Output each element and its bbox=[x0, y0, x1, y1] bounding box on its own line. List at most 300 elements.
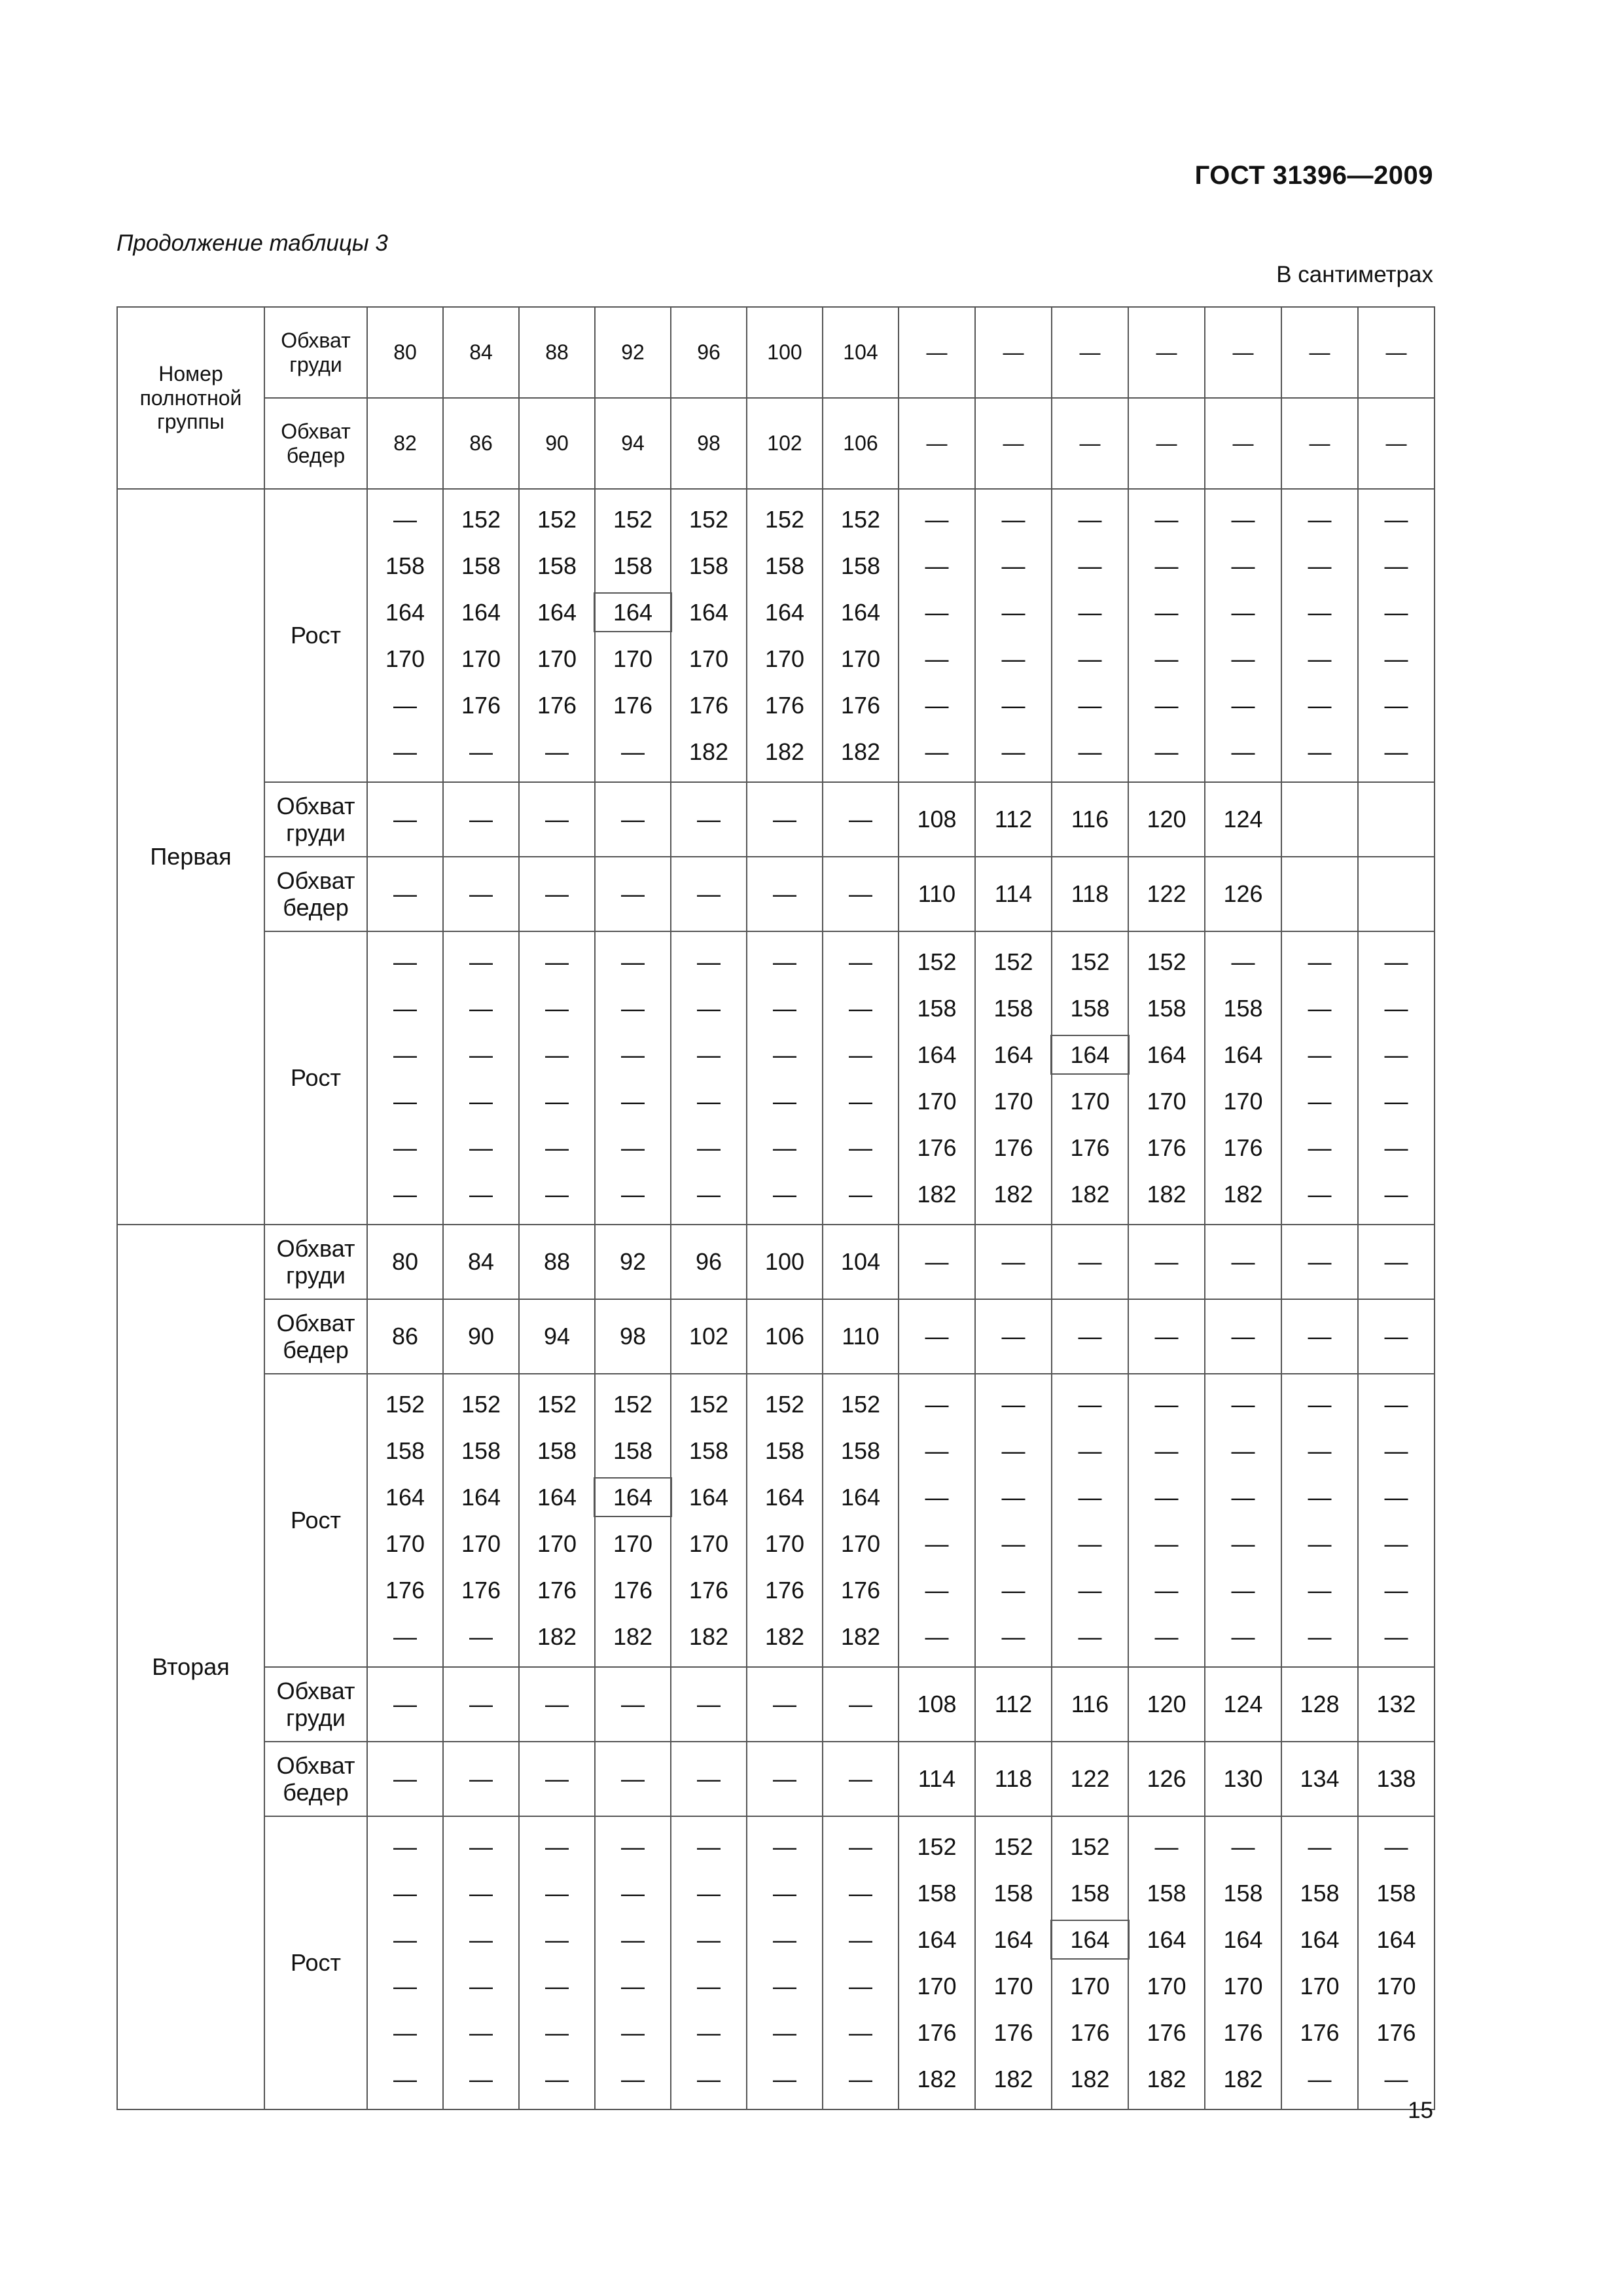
growth-line bbox=[368, 636, 442, 682]
growth-value: 170 bbox=[537, 645, 577, 672]
growth-line bbox=[671, 682, 746, 728]
base-size-value: 164 bbox=[594, 1477, 672, 1517]
growth-value: — bbox=[1154, 552, 1179, 579]
growth-value: — bbox=[925, 1530, 949, 1557]
growth-line bbox=[1359, 1613, 1434, 1660]
growth-value: 164 bbox=[1147, 1041, 1186, 1068]
growth-values bbox=[1129, 932, 1204, 1224]
growth-value: — bbox=[393, 1833, 417, 1860]
growth-value: — bbox=[1231, 1576, 1255, 1604]
growth-value: — bbox=[697, 2065, 721, 2092]
growth-line bbox=[1052, 1963, 1128, 2009]
table-cell: 128 bbox=[1281, 1667, 1358, 1742]
table-cell: — bbox=[975, 1299, 1052, 1374]
growth-cell bbox=[1205, 1816, 1281, 2109]
growth-value: 182 bbox=[764, 738, 805, 765]
growth-line bbox=[823, 1916, 898, 1963]
growth-value: 152 bbox=[461, 1390, 501, 1418]
table-cell: 100 bbox=[747, 1225, 823, 1299]
growth-line bbox=[823, 589, 898, 636]
growth-value: — bbox=[1384, 1134, 1408, 1161]
growth-line bbox=[1205, 1823, 1281, 1870]
group-name: Вторая bbox=[117, 1225, 264, 2109]
growth-value: — bbox=[773, 1134, 796, 1161]
table-cell: — bbox=[443, 857, 519, 931]
growth-line bbox=[1205, 1567, 1281, 1613]
growth-line bbox=[1359, 1427, 1434, 1474]
growth-line bbox=[976, 496, 1051, 543]
growth-value: — bbox=[1231, 598, 1255, 626]
table-cell: 138 bbox=[1358, 1742, 1435, 1816]
growth-value: 170 bbox=[1376, 1972, 1416, 2000]
growth-value: 158 bbox=[917, 1879, 957, 1907]
growth-value: 164 bbox=[993, 1926, 1033, 1953]
table-cell: — bbox=[367, 1742, 443, 1816]
growth-value: — bbox=[1384, 645, 1408, 672]
growth-value: — bbox=[1078, 738, 1102, 765]
growth-line bbox=[596, 1427, 670, 1474]
growth-line bbox=[747, 939, 822, 985]
table-cell: — bbox=[1358, 398, 1435, 489]
growth-cell bbox=[1281, 1374, 1358, 1667]
growth-value: — bbox=[469, 1134, 493, 1161]
growth-value: — bbox=[393, 1623, 417, 1650]
growth-line bbox=[823, 1031, 898, 1078]
growth-value: 164 bbox=[688, 598, 729, 626]
growth-line bbox=[1359, 496, 1434, 543]
growth-value: 176 bbox=[764, 1576, 805, 1604]
growth-line bbox=[747, 2009, 822, 2056]
table-cell: 130 bbox=[1205, 1742, 1281, 1816]
chest-girth-label: Обхват груди bbox=[264, 307, 367, 398]
chest-girth-label: Обхват груди bbox=[264, 1225, 367, 1299]
table-cell: 102 bbox=[747, 398, 823, 489]
growth-line bbox=[1282, 636, 1357, 682]
growth-line bbox=[368, 1124, 442, 1171]
growth-value: — bbox=[1154, 1576, 1179, 1604]
growth-value: 176 bbox=[840, 1576, 881, 1604]
growth-value: — bbox=[1308, 1623, 1332, 1650]
growth-value: — bbox=[1384, 1390, 1408, 1418]
growth-line bbox=[1052, 636, 1128, 682]
growth-values bbox=[1359, 932, 1434, 1224]
table-cell: — bbox=[443, 1667, 519, 1742]
growth-cell bbox=[1281, 931, 1358, 1225]
growth-value: — bbox=[1001, 1390, 1026, 1418]
growth-value: — bbox=[1154, 505, 1179, 533]
growth-cell bbox=[671, 1374, 747, 1667]
growth-value: — bbox=[469, 994, 493, 1022]
growth-line bbox=[1052, 1823, 1128, 1870]
growth-line bbox=[1129, 1171, 1204, 1217]
table-cell bbox=[1358, 857, 1435, 931]
units-caption: В сантиметрах bbox=[1276, 262, 1433, 287]
table-cell: — bbox=[1128, 398, 1205, 489]
growth-value: — bbox=[925, 1623, 949, 1650]
table-cell: — bbox=[1358, 1299, 1435, 1374]
growth-value: 182 bbox=[1147, 1180, 1186, 1208]
growth-value: 158 bbox=[1147, 1879, 1186, 1907]
growth-line bbox=[1359, 1381, 1434, 1427]
growth-line bbox=[747, 1124, 822, 1171]
table-cell: — bbox=[595, 857, 671, 931]
table-cell: 126 bbox=[1128, 1742, 1205, 1816]
growth-line bbox=[747, 1963, 822, 2009]
growth-value: 176 bbox=[613, 1576, 653, 1604]
growth-line bbox=[444, 1124, 518, 1171]
growth-line bbox=[368, 2056, 442, 2102]
growth-cell bbox=[823, 489, 899, 782]
growth-line bbox=[747, 1613, 822, 1660]
table-cell: 120 bbox=[1128, 782, 1205, 857]
growth-line bbox=[671, 1567, 746, 1613]
growth-line bbox=[520, 682, 594, 728]
growth-value: 152 bbox=[613, 1390, 653, 1418]
growth-cell bbox=[1128, 489, 1205, 782]
table-cell: — bbox=[443, 1742, 519, 1816]
growth-line bbox=[596, 1520, 670, 1567]
growth-line bbox=[1052, 496, 1128, 543]
table-cell: 114 bbox=[975, 857, 1052, 931]
growth-cell bbox=[1205, 1374, 1281, 1667]
growth-value: 152 bbox=[993, 1833, 1033, 1860]
hip-girth-label: Обхват бедер bbox=[264, 1742, 367, 1816]
growth-line bbox=[520, 939, 594, 985]
growth-line bbox=[1129, 1124, 1204, 1171]
growth-value: 158 bbox=[764, 552, 805, 579]
table-cell: — bbox=[367, 1667, 443, 1742]
growth-line bbox=[671, 1823, 746, 1870]
growth-line bbox=[671, 2056, 746, 2102]
growth-line bbox=[1129, 589, 1204, 636]
growth-line bbox=[899, 636, 974, 682]
growth-value: — bbox=[1154, 1390, 1179, 1418]
growth-value: — bbox=[925, 552, 949, 579]
growth-value: — bbox=[1384, 1576, 1408, 1604]
growth-line bbox=[368, 1171, 442, 1217]
growth-value: 170 bbox=[840, 1530, 881, 1557]
growth-value: 176 bbox=[1147, 2018, 1186, 2046]
growth-value: — bbox=[393, 1972, 417, 2000]
growth-line bbox=[444, 1031, 518, 1078]
table-cell: — bbox=[899, 1299, 975, 1374]
growth-line bbox=[1129, 939, 1204, 985]
table-cell: — bbox=[823, 782, 899, 857]
growth-value: 164 bbox=[1300, 1926, 1340, 1953]
growth-line bbox=[1129, 496, 1204, 543]
growth-line bbox=[1052, 1427, 1128, 1474]
growth-line bbox=[823, 1474, 898, 1520]
table-cell: 122 bbox=[1052, 1742, 1128, 1816]
growth-value: — bbox=[1001, 552, 1026, 579]
growth-value: 152 bbox=[688, 1390, 729, 1418]
table-row bbox=[117, 489, 1435, 782]
table-cell: 110 bbox=[823, 1299, 899, 1374]
growth-value: 164 bbox=[1223, 1041, 1263, 1068]
growth-line bbox=[520, 1031, 594, 1078]
table-cell: — bbox=[899, 398, 975, 489]
base-size-value: 164 bbox=[1050, 1920, 1129, 1960]
growth-line bbox=[368, 496, 442, 543]
growth-value: — bbox=[1001, 691, 1026, 719]
growth-value: — bbox=[849, 1879, 872, 1907]
growth-value: — bbox=[925, 1483, 949, 1511]
growth-value: — bbox=[621, 948, 645, 975]
growth-label: Рост bbox=[264, 1816, 367, 2109]
growth-line bbox=[1205, 1381, 1281, 1427]
table-cell bbox=[1358, 782, 1435, 857]
table-cell: 118 bbox=[1052, 857, 1128, 931]
growth-line bbox=[1282, 682, 1357, 728]
growth-line bbox=[596, 1171, 670, 1217]
growth-line bbox=[823, 543, 898, 589]
growth-line bbox=[1359, 1124, 1434, 1171]
growth-line bbox=[1282, 728, 1357, 775]
table-cell: 104 bbox=[823, 1225, 899, 1299]
growth-values bbox=[671, 1817, 746, 2109]
growth-cell bbox=[519, 489, 595, 782]
growth-line bbox=[1359, 1171, 1434, 1217]
growth-values bbox=[1359, 1374, 1434, 1666]
growth-line bbox=[1282, 1427, 1357, 1474]
growth-line bbox=[1052, 1171, 1128, 1217]
growth-value: — bbox=[1308, 1087, 1332, 1115]
table-cell: — bbox=[975, 398, 1052, 489]
growth-line bbox=[899, 1474, 974, 1520]
growth-line bbox=[747, 1474, 822, 1520]
growth-line bbox=[368, 985, 442, 1031]
growth-line bbox=[1359, 939, 1434, 985]
growth-cell bbox=[595, 1374, 671, 1667]
growth-line bbox=[596, 1823, 670, 1870]
growth-value: — bbox=[1384, 552, 1408, 579]
growth-value: — bbox=[1308, 1180, 1332, 1208]
growth-cell bbox=[671, 1816, 747, 2109]
growth-values bbox=[899, 1374, 974, 1666]
growth-value: — bbox=[1001, 645, 1026, 672]
growth-line bbox=[368, 1031, 442, 1078]
growth-value: — bbox=[1078, 691, 1102, 719]
growth-line bbox=[1205, 2009, 1281, 2056]
table-cell: 102 bbox=[671, 1299, 747, 1374]
growth-value: — bbox=[1001, 1530, 1026, 1557]
table-cell: — bbox=[747, 1742, 823, 1816]
growth-value: — bbox=[1308, 645, 1332, 672]
growth-cell bbox=[595, 1816, 671, 2109]
growth-line bbox=[671, 2009, 746, 2056]
growth-line bbox=[1205, 728, 1281, 775]
growth-value: 158 bbox=[461, 552, 501, 579]
growth-value: — bbox=[1384, 505, 1408, 533]
growth-line bbox=[1205, 1031, 1281, 1078]
growth-line bbox=[444, 939, 518, 985]
growth-line bbox=[1359, 1823, 1434, 1870]
table-cell: — bbox=[443, 782, 519, 857]
table-cell: — bbox=[975, 1225, 1052, 1299]
growth-value: 164 bbox=[461, 598, 501, 626]
growth-line bbox=[671, 1916, 746, 1963]
growth-line bbox=[899, 728, 974, 775]
growth-value: 182 bbox=[840, 1623, 881, 1650]
growth-cell bbox=[367, 489, 443, 782]
growth-value: — bbox=[1308, 1041, 1332, 1068]
growth-line bbox=[1359, 2056, 1434, 2102]
table-cell: 124 bbox=[1205, 1667, 1281, 1742]
growth-line bbox=[823, 1567, 898, 1613]
growth-line bbox=[444, 1078, 518, 1124]
growth-value: 170 bbox=[1300, 1972, 1340, 2000]
growth-line bbox=[1359, 985, 1434, 1031]
growth-cell bbox=[443, 1816, 519, 2109]
growth-cell bbox=[595, 931, 671, 1225]
growth-value: 152 bbox=[1147, 948, 1186, 975]
growth-value: 170 bbox=[461, 645, 501, 672]
table-cell: — bbox=[1128, 307, 1205, 398]
growth-line bbox=[899, 1381, 974, 1427]
growth-value: — bbox=[393, 1879, 417, 1907]
growth-value: — bbox=[545, 1926, 569, 1953]
growth-cell bbox=[823, 1816, 899, 2109]
base-size-value: 164 bbox=[1050, 1035, 1129, 1075]
growth-value: — bbox=[697, 2018, 721, 2046]
growth-line bbox=[1282, 496, 1357, 543]
table-cell: — bbox=[975, 307, 1052, 398]
growth-line bbox=[596, 728, 670, 775]
growth-cell bbox=[1358, 931, 1435, 1225]
growth-line bbox=[823, 2009, 898, 2056]
growth-value: — bbox=[1154, 1833, 1179, 1860]
growth-line bbox=[976, 1823, 1051, 1870]
table-cell: 92 bbox=[595, 1225, 671, 1299]
growth-value: 164 bbox=[537, 598, 577, 626]
growth-line bbox=[899, 682, 974, 728]
growth-value: 158 bbox=[613, 552, 653, 579]
growth-value: 158 bbox=[688, 1437, 729, 1464]
growth-line bbox=[596, 1870, 670, 1916]
growth-line bbox=[1052, 2056, 1128, 2102]
growth-values bbox=[520, 490, 594, 781]
growth-value: 158 bbox=[385, 1437, 425, 1464]
growth-line bbox=[1129, 1870, 1204, 1916]
growth-value: — bbox=[1308, 552, 1332, 579]
growth-value: — bbox=[545, 2065, 569, 2092]
growth-line bbox=[1052, 1078, 1128, 1124]
growth-values bbox=[368, 1374, 442, 1666]
table-cell: — bbox=[1205, 398, 1281, 489]
growth-value: 158 bbox=[688, 552, 729, 579]
growth-line bbox=[1129, 1520, 1204, 1567]
growth-line bbox=[976, 636, 1051, 682]
growth-cell bbox=[823, 1374, 899, 1667]
growth-line bbox=[976, 1613, 1051, 1660]
growth-value: — bbox=[1078, 1623, 1102, 1650]
growth-line bbox=[1282, 1520, 1357, 1567]
growth-value: — bbox=[545, 1134, 569, 1161]
growth-line bbox=[520, 589, 594, 636]
growth-line bbox=[596, 1916, 670, 1963]
growth-line bbox=[1052, 728, 1128, 775]
growth-value: — bbox=[773, 1041, 796, 1068]
table-row bbox=[117, 1225, 1435, 1299]
document-code: ГОСТ 31396—2009 bbox=[1194, 161, 1433, 190]
growth-value: — bbox=[1154, 1623, 1179, 1650]
growth-line bbox=[1052, 1520, 1128, 1567]
growth-value: — bbox=[621, 1879, 645, 1907]
growth-line bbox=[1205, 1963, 1281, 2009]
growth-cell bbox=[975, 931, 1052, 1225]
growth-line bbox=[1052, 1870, 1128, 1916]
growth-value: 170 bbox=[917, 1087, 957, 1115]
growth-line bbox=[747, 1171, 822, 1217]
growth-value: — bbox=[1231, 1530, 1255, 1557]
growth-line bbox=[1129, 1823, 1204, 1870]
growth-value: — bbox=[773, 1833, 796, 1860]
growth-line bbox=[1359, 2009, 1434, 2056]
growth-values bbox=[1052, 1374, 1128, 1666]
table-cell: — bbox=[747, 857, 823, 931]
table-cell: 132 bbox=[1358, 1667, 1435, 1742]
growth-value: — bbox=[773, 1926, 796, 1953]
table-cell: 116 bbox=[1052, 1667, 1128, 1742]
growth-values bbox=[444, 1817, 518, 2109]
table-cell: — bbox=[1128, 1225, 1205, 1299]
growth-value: — bbox=[1001, 1623, 1026, 1650]
growth-line bbox=[976, 1427, 1051, 1474]
growth-cell bbox=[1358, 1816, 1435, 2109]
growth-line bbox=[976, 2009, 1051, 2056]
growth-value: — bbox=[697, 1180, 721, 1208]
growth-value: 152 bbox=[461, 505, 501, 533]
table-cell: 90 bbox=[443, 1299, 519, 1374]
growth-line bbox=[899, 1916, 974, 1963]
table-cell: — bbox=[1205, 307, 1281, 398]
growth-value: — bbox=[1154, 691, 1179, 719]
growth-line bbox=[368, 589, 442, 636]
growth-value: 152 bbox=[1070, 1833, 1110, 1860]
table-cell: — bbox=[1358, 307, 1435, 398]
table-cell: 94 bbox=[595, 398, 671, 489]
growth-value: 170 bbox=[385, 645, 425, 672]
growth-value: 176 bbox=[688, 1576, 729, 1604]
growth-line bbox=[1205, 636, 1281, 682]
growth-value: 176 bbox=[537, 1576, 577, 1604]
growth-line bbox=[671, 1078, 746, 1124]
growth-line bbox=[823, 1870, 898, 1916]
growth-value: 170 bbox=[1147, 1972, 1186, 2000]
table-cell: — bbox=[1358, 1225, 1435, 1299]
growth-value: — bbox=[1308, 1437, 1332, 1464]
table-cell: — bbox=[823, 857, 899, 931]
growth-line bbox=[520, 2056, 594, 2102]
growth-label: Рост bbox=[264, 1374, 367, 1667]
growth-value: 158 bbox=[1223, 1879, 1263, 1907]
table-cell: — bbox=[747, 1667, 823, 1742]
growth-values bbox=[899, 1817, 974, 2109]
growth-line bbox=[671, 1520, 746, 1567]
table-cell: — bbox=[519, 857, 595, 931]
growth-cell bbox=[1205, 489, 1281, 782]
growth-line bbox=[1359, 1963, 1434, 2009]
growth-line bbox=[747, 1567, 822, 1613]
growth-line bbox=[823, 728, 898, 775]
growth-line bbox=[1052, 1613, 1128, 1660]
group-name: Первая bbox=[117, 489, 264, 1225]
growth-value: — bbox=[1154, 1437, 1179, 1464]
growth-value: 182 bbox=[993, 1180, 1033, 1208]
growth-value: — bbox=[621, 1833, 645, 1860]
growth-value: 176 bbox=[1376, 2018, 1416, 2046]
growth-value: 152 bbox=[840, 505, 881, 533]
